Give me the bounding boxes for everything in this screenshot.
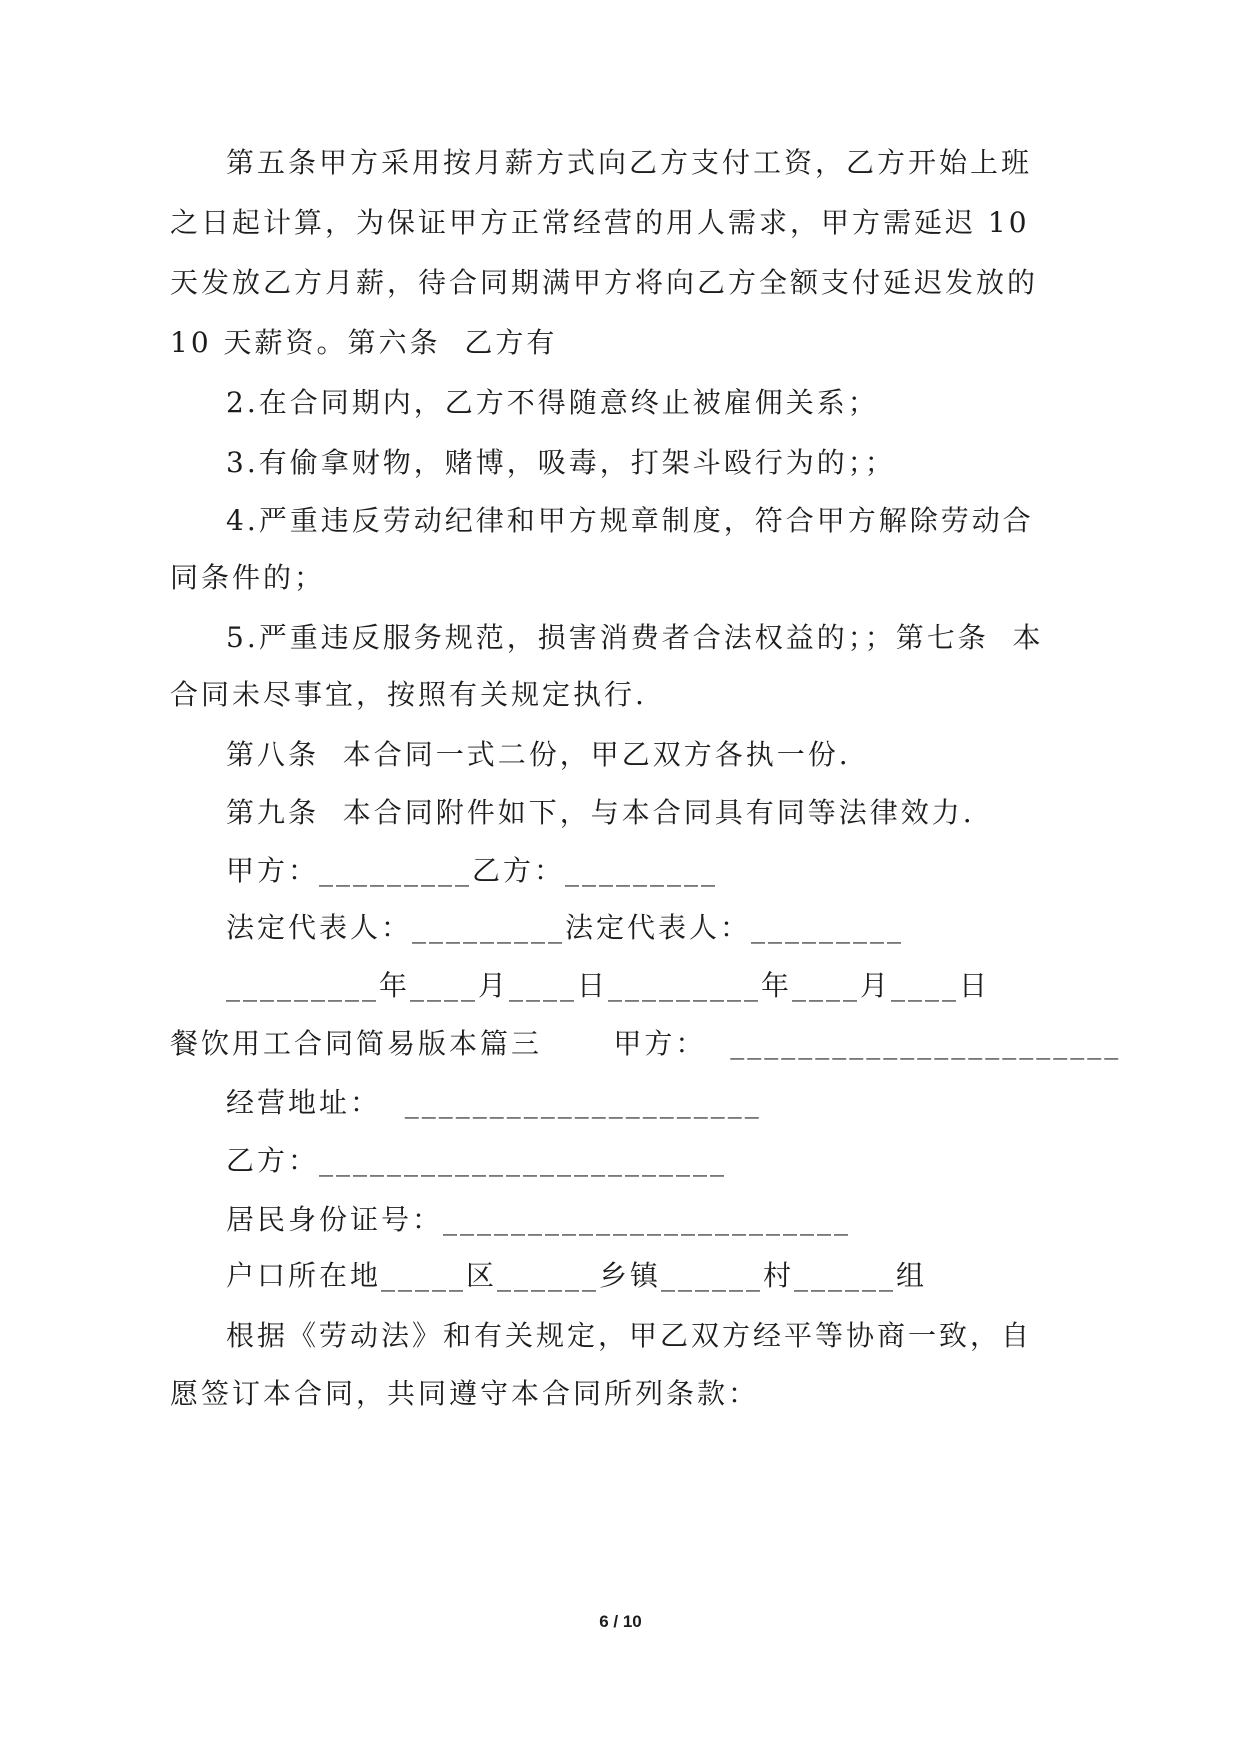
paragraph-line: 第九条 本合同附件如下，与本合同具有同等法律效力. [226,796,975,829]
paragraph-line: 第八条 本合同一式二份，甲乙双方各执一份. [226,738,851,771]
paragraph-line: 第五条甲方采用按月薪方式向乙方支付工资，乙方开始上班 [226,146,1033,179]
paragraph-line: 同条件的； [170,561,326,594]
paragraph-line: 3.有偷拿财物，赌博，吸毒，打架斗殴行为的；； [226,446,896,479]
page-number: 6 / 10 [599,1612,642,1631]
form-line-address: 经营地址： _____________________ [226,1086,762,1119]
signature-line-representative: 法定代表人：_________法定代表人：_________ [226,911,905,944]
paragraph-line: 10 天薪资。第六条 乙方有 [170,326,558,359]
paragraph-line: 5.严重违反服务规范，损害消费者合法权益的；；第七条 本 [226,621,1044,654]
paragraph-line: 天发放乙方月薪，待合同期满甲方将向乙方全额支付延迟发放的 [170,266,1039,299]
paragraph-line: 2.在合同期内，乙方不得随意终止被雇佣关系； [226,386,879,419]
paragraph-line: 4.严重违反劳动纪律和甲方规章制度，符合甲方解除劳动合 [226,504,1034,537]
form-line-party-b: 乙方：________________________ [226,1144,728,1177]
paragraph-line: 愿签订本合同，共同遵守本合同所列条款： [170,1377,760,1410]
form-line-id-number: 居民身份证号：________________________ [226,1203,852,1236]
section-heading-line: 餐饮用工合同简易版本篇三 甲方： _______________________ [170,1027,1122,1060]
signature-line-party: 甲方：_________乙方：_________ [226,854,719,887]
paragraph-line: 合同未尽事宜，按照有关规定执行. [170,678,647,711]
paragraph-line: 之日起计算，为保证甲方正常经营的用人需求，甲方需延迟 10 [170,206,1030,239]
form-line-residence: 户口所在地_____区______乡镇______村______组 [226,1259,928,1292]
paragraph-line: 根据《劳动法》和有关规定，甲乙双方经平等协商一致，自 [226,1319,1033,1352]
signature-line-date: _________年____月____日_________年____月____日 [226,969,991,1002]
